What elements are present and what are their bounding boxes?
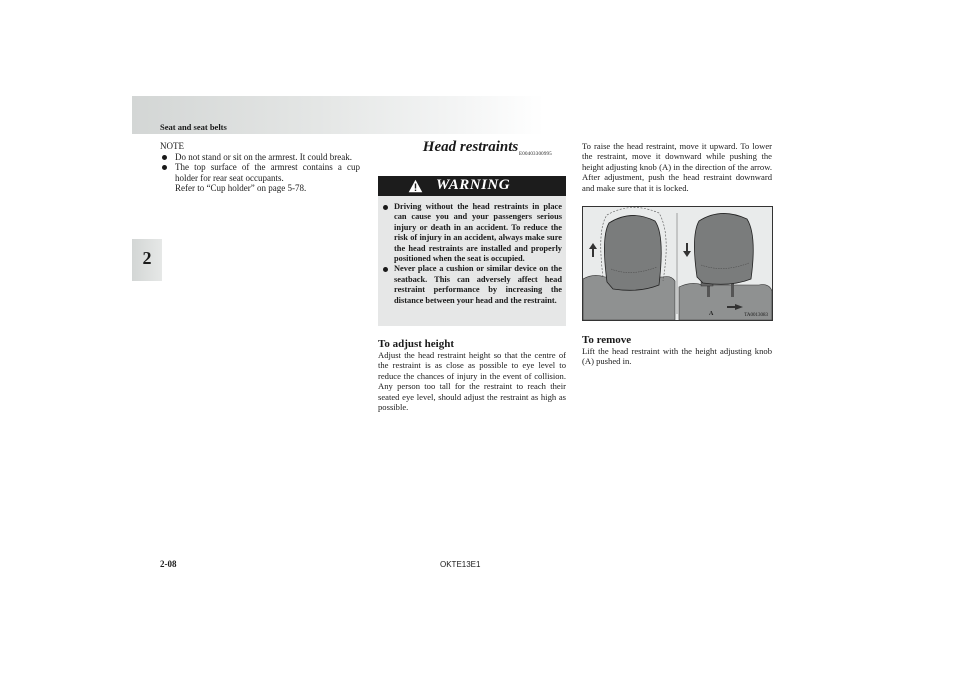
remove-heading: To remove: [582, 334, 632, 346]
note-item: [160, 152, 360, 163]
section-title: Seat and seat belts: [160, 122, 227, 132]
raise-text: To raise the head restraint, move it upward. To lower the restraint, move it downward while pushing the height adjusting knob (A) in the direction of the arrow. After adjustment, push the head restraint downward and make sure that it is locked.: [582, 141, 772, 193]
warning-triangle-icon: [408, 179, 423, 193]
up-arrow-icon: [589, 243, 597, 257]
note-label: NOTE: [160, 141, 184, 151]
adjust-height-heading: To adjust height: [378, 338, 455, 350]
note-item-text: Do not stand or sit on the armrest. It could break.: [175, 151, 352, 162]
head-restraint-illustration: [582, 206, 773, 321]
warning-item-text: Never place a cushion or similar device on the seatback. This can adversely affect head restraint performance by increasing the distance between your head and the restraint.: [394, 264, 562, 305]
bullet-icon: [383, 205, 388, 210]
warning-title: WARNING: [436, 177, 511, 193]
warning-item: [382, 202, 562, 264]
remove-text: Lift the head restraint with the height adjusting knob (A) pushed in.: [582, 346, 772, 367]
adjust-height-text: Adjust the head restraint height so that the centre of the restraint is as close as possible to eye level to reduce the chances of injury in the event of collision. Any person too tall for the restraint to reach their seated eye level, should adjust the restraint as high as possible.: [378, 350, 566, 413]
down-arrow-icon: [683, 243, 691, 257]
bullet-icon: [383, 267, 388, 272]
adjust-height-section: [378, 338, 566, 412]
chapter-number: 2: [142, 248, 152, 268]
chapter-tab: [132, 239, 162, 281]
head-restraints-title: Head restraints: [422, 139, 519, 155]
warning-item-text: Driving without the head restraints in place can cause you and your passengers serious injury or death in an accident. To reduce the risk of injury in an accident, always make sure the head restraints are installed and properly positioned when the seat is occupied.: [394, 202, 562, 264]
remove-section: [582, 334, 772, 367]
bullet-icon: [162, 165, 167, 170]
note-item-text: The top surface of the armrest contains a cup holder for rear seat occupants.: [175, 162, 360, 183]
figure-label-a: A: [709, 311, 714, 317]
warning-header: [378, 176, 566, 196]
note-item: [160, 162, 360, 183]
warning-box: [378, 176, 566, 326]
note-reference: Refer to “Cup holder” on page 5-78.: [175, 183, 307, 193]
warning-item: [382, 264, 562, 306]
figure-code: TA0013083: [744, 313, 768, 318]
illustration-drawing: [583, 207, 772, 320]
raise-instructions: [582, 141, 772, 193]
bullet-icon: [162, 155, 167, 160]
note-section: [160, 141, 360, 194]
document-code: OKTE13E1: [440, 560, 481, 569]
page-number: 2-08: [160, 559, 177, 569]
section-code: E00403300995: [519, 152, 552, 157]
